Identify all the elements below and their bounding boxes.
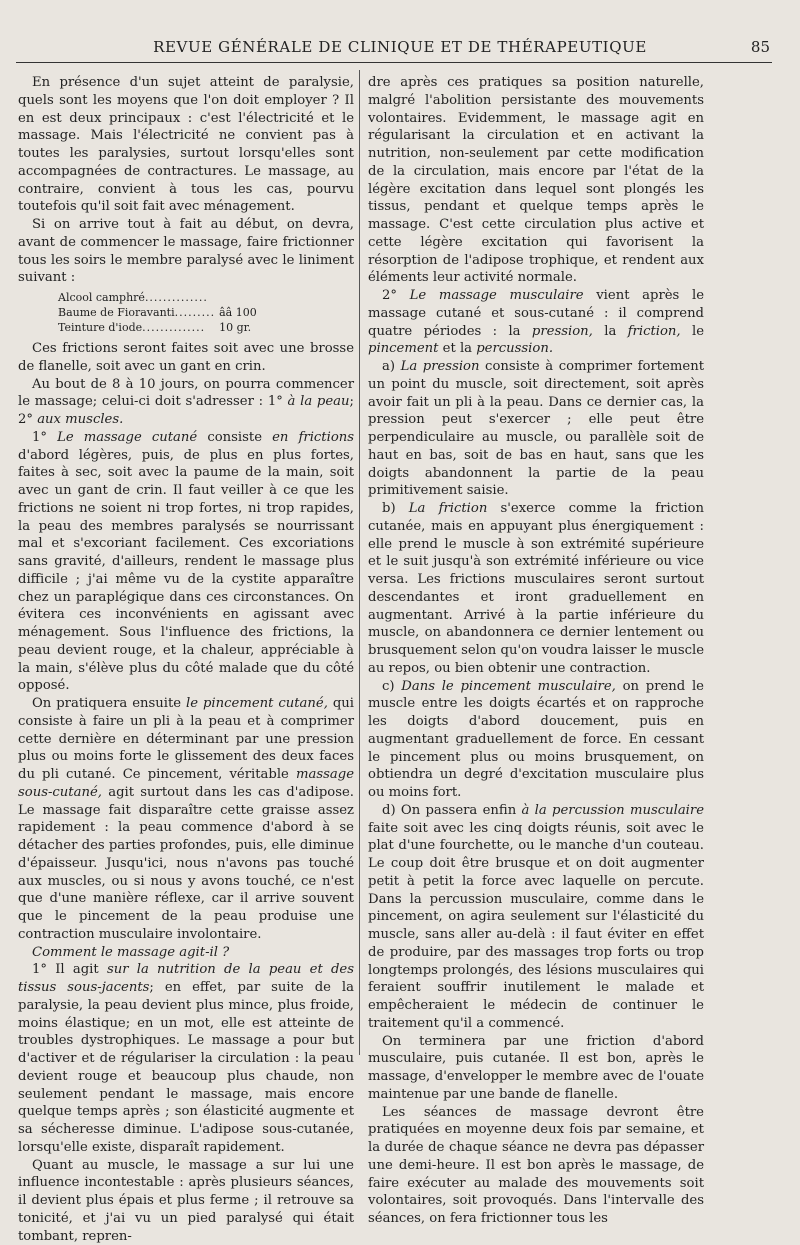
right-column xyxy=(368,74,704,1034)
journal-title: REVUE GÉNÉRALE DE CLINIQUE ET DE THÉRAPEUTIQUE xyxy=(30,38,770,56)
paragraph: 1° Il agit sur la nutrition de la peau et des tissus sous-jacents; en effet, par suite de la paralysie, la peau devient plus mince, plus froide, moins élastique; en un mot, elle est atteinte de troubles dystrophiques. Le massage a pour but d'activer et de régulariser la circulation : la peau devient rouge et beaucoup plus chaude, non seulement pendant le massage, mais encore quelque temps après ; son élasticité augmente et sa sécheresse diminue. L'adipose sous-cutanée, lorsqu'elle existe, disparaît rapidement. xyxy=(18,961,354,1156)
recipe-row xyxy=(58,290,261,305)
ingredient-name: Alcool camphré xyxy=(58,291,145,304)
paragraph: Au bout de 8 à 10 jours, on pourra commencer le massage; celui-ci doit s'adresser : 1° à la peau; 2° aux muscles. xyxy=(18,376,354,429)
ingredient-name: Teinture d'iode xyxy=(58,321,142,334)
paragraph: On terminera par une friction d'abord musculaire, puis cutanée. Il est bon, après le massage, d'envelopper le membre avec de l'ouate maintenue par une bande de flanelle. xyxy=(368,1033,704,1104)
paragraph: Ces frictions seront faites soit avec une brosse de flanelle, soit avec un gant en crin. xyxy=(18,340,354,376)
recipe-row xyxy=(58,305,261,320)
left-column xyxy=(18,74,354,1034)
ingredient-name: Baume de Fioravanti xyxy=(58,306,175,319)
liniment-recipe xyxy=(58,290,261,335)
paragraph: Les séances de massage devront être pratiquées en moyenne deux fois par semaine, et la durée de chaque séance ne devra pas dépasser une demi-heure. Il est bon après le massage, de faire exécuter au malade des mouvements soit volontaires, soit provoqués. Dans l'intervalle des séances, on fera frictionner tous les xyxy=(368,1104,704,1228)
column-divider xyxy=(359,70,360,1055)
ingredient-quantity xyxy=(219,290,261,305)
paragraph: 1° Le massage cutané consiste en frictions d'abord légères, puis, de plus en plus fortes, faites à sec, soit avec la paume de la main, soit avec un gant de crin. Il faut veiller à ce que les frictions ne soient ni trop fortes, ni trop rapides, la peau des membres paralysés se nourrissant mal et s'excoriant facilement. Ces excoriations sans gravité, d'ailleurs, rendent le massage plus difficile ; j'ai même vu de la cystite apparaître chez un paraplégique dans ces circonstances. On évitera ces inconvénients en agissant avec ménagement. Sous l'influence des frictions, la peau devient rouge, et la chaleur, appréciable à la main, s'élève plus du côté malade que du côté opposé. xyxy=(18,429,354,695)
leader-dots: .............. xyxy=(142,321,205,334)
leader-dots: ......... xyxy=(175,306,215,319)
page-number: 85 xyxy=(751,38,770,56)
paragraph: a) La pression consiste à comprimer fortement un point du muscle, soit directement, soit après avoir fait un pli à la peau. Dans ce dernier cas, la pression peut s'exercer ; elle peut être perpendiculaire au muscle, ou parallèle soit de haut en bas, soit de bas en haut, sans que les doigts abandonnent la partie de la peau primitivement saisie. xyxy=(368,358,704,500)
paragraph: Si on arrive tout à fait au début, on devra, avant de commencer le massage, faire frictionner tous les soirs le membre paralysé avec le liniment suivant : xyxy=(18,216,354,287)
paragraph: 2° Le massage musculaire vient après le massage cutané et sous-cutané : il comprend quatre périodes : la pression, la friction, le pincement et la percussion. xyxy=(368,287,704,358)
leader-dots: .............. xyxy=(145,291,208,304)
paragraph: dre après ces pratiques sa position naturelle, malgré l'abolition persistante des mouvements volontaires. Evidemment, le massage agit en régularisant la circulation et en activant la nutrition, non-seulement par cette modification de la circulation, mais encore par l'état de la légère excitation dans lequel sont plongés les tissus, pendant et quelque temps après le massage. C'est cette circulation plus active et cette légère excitation qui favorisent la résorption de l'adipose trophique, et rendent aux éléments leur activité normale. xyxy=(368,74,704,287)
running-header xyxy=(30,38,770,58)
paragraph: On pratiquera ensuite le pincement cutané, qui consiste à faire un pli à la peau et à comprimer cette dernière en déterminant par une pression plus ou moins forte le glissement des deux faces du pli cutané. Ce pincement, véritable massage sous-cutané, agit surtout dans les cas d'adipose. Le massage fait disparaître cette graisse assez rapidement : la peau commence d'abord à se détacher des parties profondes, puis, elle diminue d'épaisseur. Jusqu'ici, nous n'avons pas touché aux muscles, ou si nous y avons touché, ce n'est que d'une manière réflexe, car il arrive souvent que le pincement de la peau produise une contraction musculaire involontaire. xyxy=(18,695,354,944)
paragraph: En présence d'un sujet atteint de paralysie, quels sont les moyens que l'on doit employer ? Il en est deux principaux : c'est l'électricité et le massage. Mais l'électricité ne convient pas à toutes les paralysies, surtout lorsqu'elles sont accompagnées de contractures. Le massage, au contraire, convient à tous les cas, pourvu toutefois qu'il soit fait avec ménagement. xyxy=(18,74,354,216)
paragraph: Quant au muscle, le massage a sur lui une influence incontestable : après plusieurs séances, il devient plus épais et plus ferme ; il retrouve sa tonicité, et j'ai vu un pied paralysé qui était tombant, repren- xyxy=(18,1157,354,1245)
ingredient-quantity: ââ 100 xyxy=(219,305,261,320)
paragraph: d) On passera enfin à la percussion musculaire faite soit avec les cinq doigts réunis, soit avec le plat d'une fourchette, ou le manche d'un couteau. Le coup doit être brusque et on doit augmenter petit à petit la force avec laquelle on percute. Dans la percussion musculaire, comme dans le pincement, on agira seulement sur l'élasticité du muscle, sans aller au-delà : il faut éviter en effet de produire, par des massages trop forts ou trop longtemps prolongés, des lésions musculaires qui feraient souffrir inutilement le malade et empêcheraient le médecin de continuer le traitement qu'il a commencé. xyxy=(368,802,704,1033)
ingredient-quantity: 10 gr. xyxy=(219,320,261,335)
recipe-row xyxy=(58,320,261,335)
section-question: Comment le massage agit-il ? xyxy=(18,944,354,962)
header-rule xyxy=(16,62,772,63)
paragraph: b) La friction s'exerce comme la friction cutanée, mais en appuyant plus énergiquement : elle prend le muscle à son extrémité supérieure et le suit jusqu'à son extrémité inférieure ou vice versa. Les frictions musculaires seront surtout descendantes et iront graduellement en augmentant. Arrivé à la partie inférieure du muscle, on abandonnera ce dernier lentement ou brusquement selon qu'on voudra laisser le muscle au repos, ou bien obtenir une contraction. xyxy=(368,500,704,678)
paragraph: c) Dans le pincement musculaire, on prend le muscle entre les doigts écartés et on rapproche les doigts d'abord doucement, puis en augmentant graduellement de force. En cessant le pincement plus ou moins brusquement, on obtiendra un degré d'excitation musculaire plus ou moins fort. xyxy=(368,678,704,802)
